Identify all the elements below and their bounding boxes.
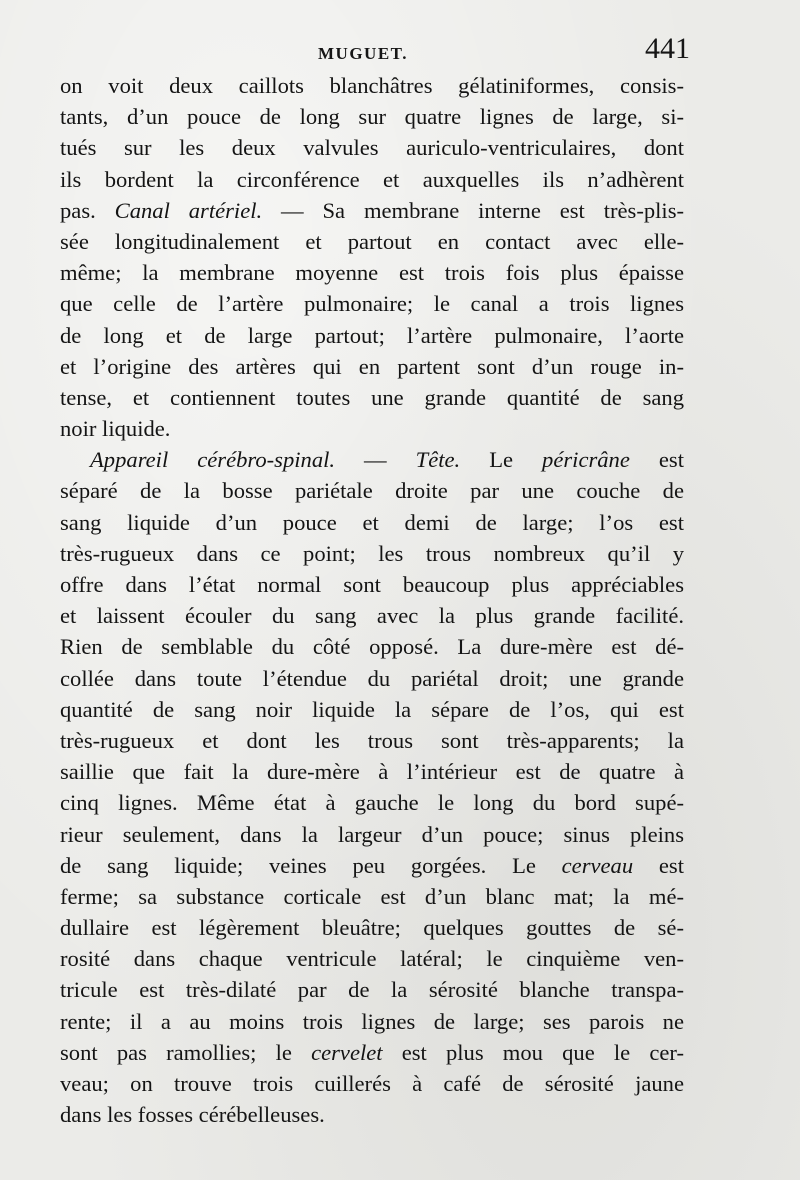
text-line: noir liquide. (60, 416, 171, 442)
text-line: rosité dans chaque ventricule latéral; le cinquième ven- (60, 946, 684, 972)
text-line: de long et de large partout; l’artère pulmonaire, l’aorte (60, 322, 684, 348)
text-line: ferme; sa substance corticale est d’un blanc mat; la mé- (60, 883, 684, 909)
text-line: de sang liquide; veines peu gorgées. Le cerveau est (60, 852, 684, 878)
body-text (60, 70, 684, 1130)
text-line: très-rugueux dans ce point; les trous nombreux qu’il y (60, 540, 684, 566)
text-line: pas. Canal artériel. — Sa membrane interne est très-plis- (60, 197, 685, 223)
running-head (60, 32, 690, 74)
text-line: dullaire est légèrement bleuâtre; quelques gouttes de sé- (60, 915, 684, 941)
text-line: saillie que fait la dure-mère à l’intérieur est de quatre à (60, 759, 684, 785)
text-line: sée longitudinalement et partout en contact avec elle- (60, 228, 684, 254)
running-title: MUGUET. (318, 44, 408, 63)
text-line: offre dans l’état normal sont beaucoup plus appréciables (60, 572, 684, 597)
text-line: cinq lignes. Même état à gauche le long du bord supé- (60, 790, 684, 816)
text-line: rieur seulement, dans la largeur d’un pouce; sinus pleins (60, 821, 684, 847)
text-line: même; la membrane moyenne est trois fois plus épaisse (60, 260, 684, 286)
text-line: Appareil cérébro-spinal. — Tête. Le péricrâne est (90, 447, 684, 473)
text-line: quantité de sang noir liquide la sépare de l’os, qui est (60, 696, 684, 722)
text-line: et l’origine des artères qui en partent sont d’un rouge in- (60, 353, 684, 379)
text-line: très-rugueux et dont les trous sont très-apparents; la (60, 727, 684, 753)
text-line: ils bordent la circonférence et auxquelles ils n’adhèrent (60, 166, 684, 192)
text-line: rente; il a au moins trois lignes de large; ses parois ne (60, 1008, 684, 1034)
text-line: séparé de la bosse pariétale droite par une couche de (60, 478, 684, 504)
page-number: 441 (645, 32, 690, 65)
text-line: sang liquide d’un pouce et demi de large; l’os est (60, 509, 684, 535)
text-line: collée dans toute l’étendue du pariétal droit; une grande (60, 665, 684, 691)
text-line: tants, d’un pouce de long sur quatre lignes de large, si- (60, 104, 684, 130)
text-line: on voit deux caillots blanchâtres gélatiniformes, consis- (60, 73, 684, 98)
text-line: tués sur les deux valvules auriculo-ventriculaires, dont (60, 135, 684, 161)
text-line: veau; on trouve trois cuillerés à café de sérosité jaune (60, 1071, 684, 1096)
text-line: dans les fosses cérébelleuses. (60, 1102, 325, 1128)
text-line: Rien de semblable du côté opposé. La dure-mère est dé- (60, 634, 684, 660)
text-line: sont pas ramollies; le cervelet est plus mou que le cer- (60, 1039, 684, 1065)
text-line: tense, et contiennent toutes une grande quantité de sang (60, 384, 684, 410)
text-line: tricule est très-dilaté par de la sérosité blanche transpa- (60, 977, 684, 1003)
text-line: et laissent écouler du sang avec la plus grande facilité. (60, 603, 684, 629)
text-line: que celle de l’artère pulmonaire; le canal a trois lignes (60, 291, 684, 317)
